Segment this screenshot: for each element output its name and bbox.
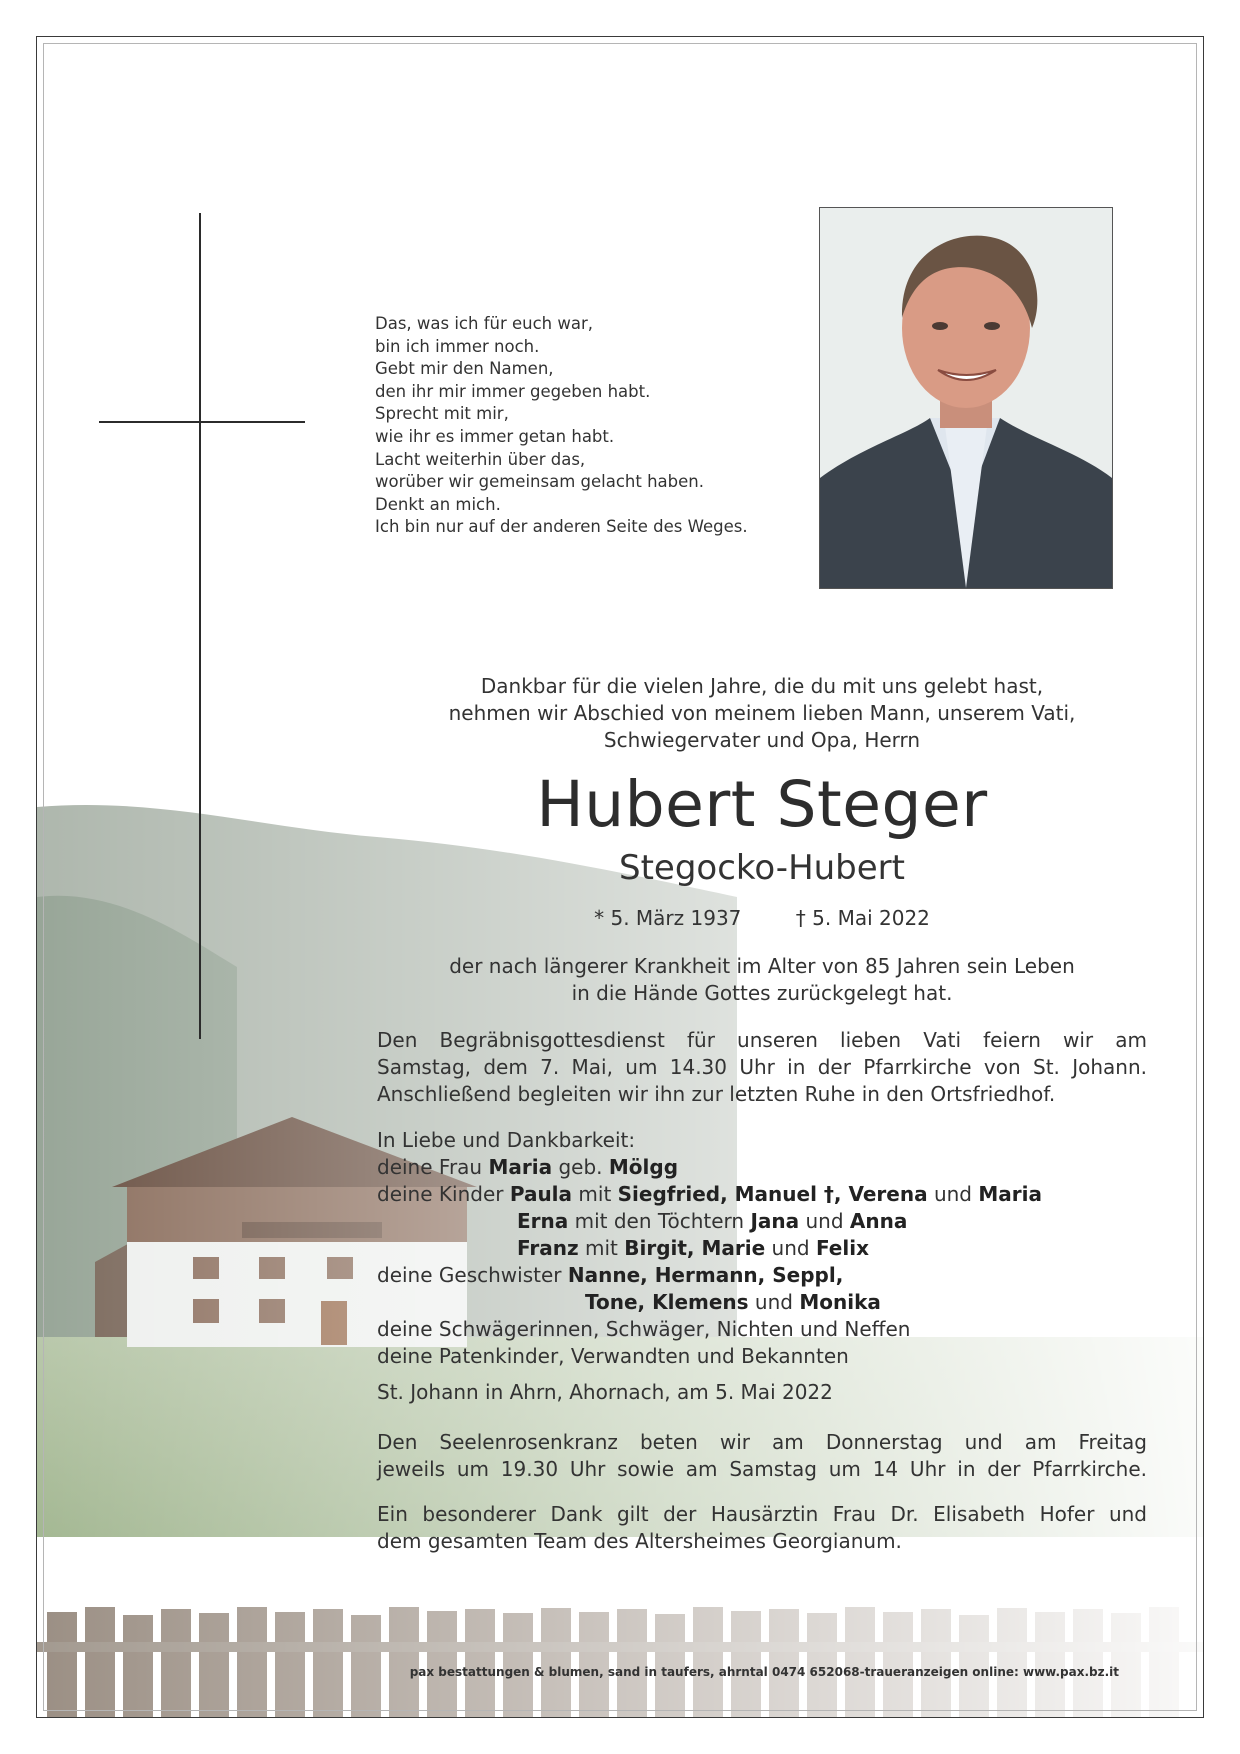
thanks-note xyxy=(377,1501,1147,1555)
poem-line: Lacht weiterhin über das, xyxy=(375,449,586,469)
grandchild-name: Anna xyxy=(849,1209,908,1233)
label: geb. xyxy=(558,1155,603,1179)
poem-line: bin ich immer noch. xyxy=(375,336,540,356)
portrait-photo xyxy=(819,207,1113,589)
death-date: † 5. Mai 2022 xyxy=(795,906,930,930)
label: und xyxy=(933,1182,972,1206)
intro-line: Dankbar für die vielen Jahre, die du mit uns gelebt hast, xyxy=(480,674,1044,698)
birth-date: * 5. März 1937 xyxy=(594,906,742,930)
child-name: Franz xyxy=(517,1236,579,1260)
children-row xyxy=(377,1181,1147,1208)
thanks-line: Ein besonderer Dank gilt der Hausärztin Frau Dr. Elisabeth Hofer und xyxy=(377,1502,1147,1526)
funeral-line: Den Begräbnisgottesdienst für unseren lieben Vati feiern wir am xyxy=(377,1028,1147,1052)
poem-line: Ich bin nur auf der anderen Seite des Weges. xyxy=(375,517,748,537)
label: mit den Töchtern xyxy=(574,1209,745,1233)
poem-line: Gebt mir den Namen, xyxy=(375,359,554,379)
poem-line: worüber wir gemeinsam gelacht haben. xyxy=(375,472,704,492)
label: und xyxy=(754,1290,793,1314)
death-note-line: in die Hände Gottes zurückgelegt hat. xyxy=(571,981,953,1005)
undertaker-footer: pax bestattungen & blumen, sand in taufers, ahrntal 0474 652068-traueranzeigen online: www.pax.bz.it xyxy=(409,1665,1119,1679)
death-note-line: der nach längerer Krankheit im Alter von 85 Jahren sein Leben xyxy=(449,954,1075,978)
poem-line: Sprecht mit mir, xyxy=(375,404,509,424)
funeral-line: Anschließend begleiten wir ihn zur letzten Ruhe in den Ortsfriedhof. xyxy=(377,1082,1056,1106)
child-name: Erna xyxy=(517,1209,569,1233)
grandchild-name: Jana xyxy=(750,1209,800,1233)
poem-line: Denkt an mich. xyxy=(375,494,501,514)
rosary-line: Den Seelenrosenkranz beten wir am Donnerstag und am Freitag xyxy=(377,1430,1147,1454)
siblings-row xyxy=(377,1289,1147,1316)
thanks-line: dem gesamten Team des Altersheimes Georgianum. xyxy=(377,1529,902,1553)
poem-line: wie ihr es immer getan habt. xyxy=(375,426,615,446)
funeral-line: Samstag, dem 7. Mai, um 14.30 Uhr in der Pfarrkirche von St. Johann. xyxy=(377,1055,1147,1079)
child-name: Paula xyxy=(509,1182,573,1206)
siblings-row xyxy=(377,1262,1147,1289)
children-row xyxy=(377,1235,1147,1262)
family-names: Birgit, Marie xyxy=(624,1236,766,1260)
family-heading: In Liebe und Dankbarkeit: xyxy=(377,1128,636,1152)
wife-row xyxy=(377,1154,1147,1181)
rosary-line: jeweils um 19.30 Uhr sowie am Samstag um 14 Uhr in der Pfarrkirche. xyxy=(377,1457,1147,1481)
intro-line: Schwiegervater und Opa, Herrn xyxy=(603,728,921,752)
death-note xyxy=(377,953,1147,1007)
children-row xyxy=(377,1208,1147,1235)
sibling-names: Tone, Klemens xyxy=(585,1290,749,1314)
deceased-name: Hubert Steger xyxy=(536,768,988,841)
cross-horizontal-bar xyxy=(99,421,305,423)
grandchild-name: Felix xyxy=(815,1236,869,1260)
poem-line: Das, was ich für euch war, xyxy=(375,314,594,333)
relatives-row: deine Patenkinder, Verwandten und Bekannten xyxy=(377,1344,849,1368)
label: und xyxy=(805,1209,844,1233)
intro-text xyxy=(377,673,1147,754)
label: deine Geschwister xyxy=(377,1263,562,1287)
label: mit xyxy=(578,1182,612,1206)
deceased-nickname: Stegocko-Hubert xyxy=(618,848,905,888)
funeral-announcement xyxy=(377,1027,1147,1108)
grandchild-name: Maria xyxy=(978,1182,1042,1206)
cross-vertical-bar xyxy=(199,213,201,1039)
rosary-announcement xyxy=(377,1429,1147,1483)
poem-line: den ihr mir immer gegeben habt. xyxy=(375,381,651,401)
label: deine Kinder xyxy=(377,1182,504,1206)
sibling-name: Monika xyxy=(799,1290,881,1314)
label: mit xyxy=(584,1236,618,1260)
wife-maiden-name: Mölgg xyxy=(608,1155,679,1179)
place-and-date: St. Johann in Ahrn, Ahornach, am 5. Mai 2022 xyxy=(377,1380,833,1404)
label: deine Frau xyxy=(377,1155,483,1179)
mourners-list xyxy=(377,1127,1147,1370)
relatives-row: deine Schwägerinnen, Schwäger, Nichten und Neffen xyxy=(377,1317,911,1341)
memorial-poem xyxy=(375,313,795,539)
sibling-names: Nanne, Hermann, Seppl, xyxy=(567,1263,844,1287)
label: und xyxy=(771,1236,810,1260)
wife-name: Maria xyxy=(488,1155,553,1179)
life-dates xyxy=(377,905,1147,931)
family-names: Siegfried, Manuel †, Verena xyxy=(617,1182,928,1206)
obituary-card xyxy=(36,36,1204,1718)
intro-line: nehmen wir Abschied von meinem lieben Mann, unserem Vati, xyxy=(448,701,1076,725)
